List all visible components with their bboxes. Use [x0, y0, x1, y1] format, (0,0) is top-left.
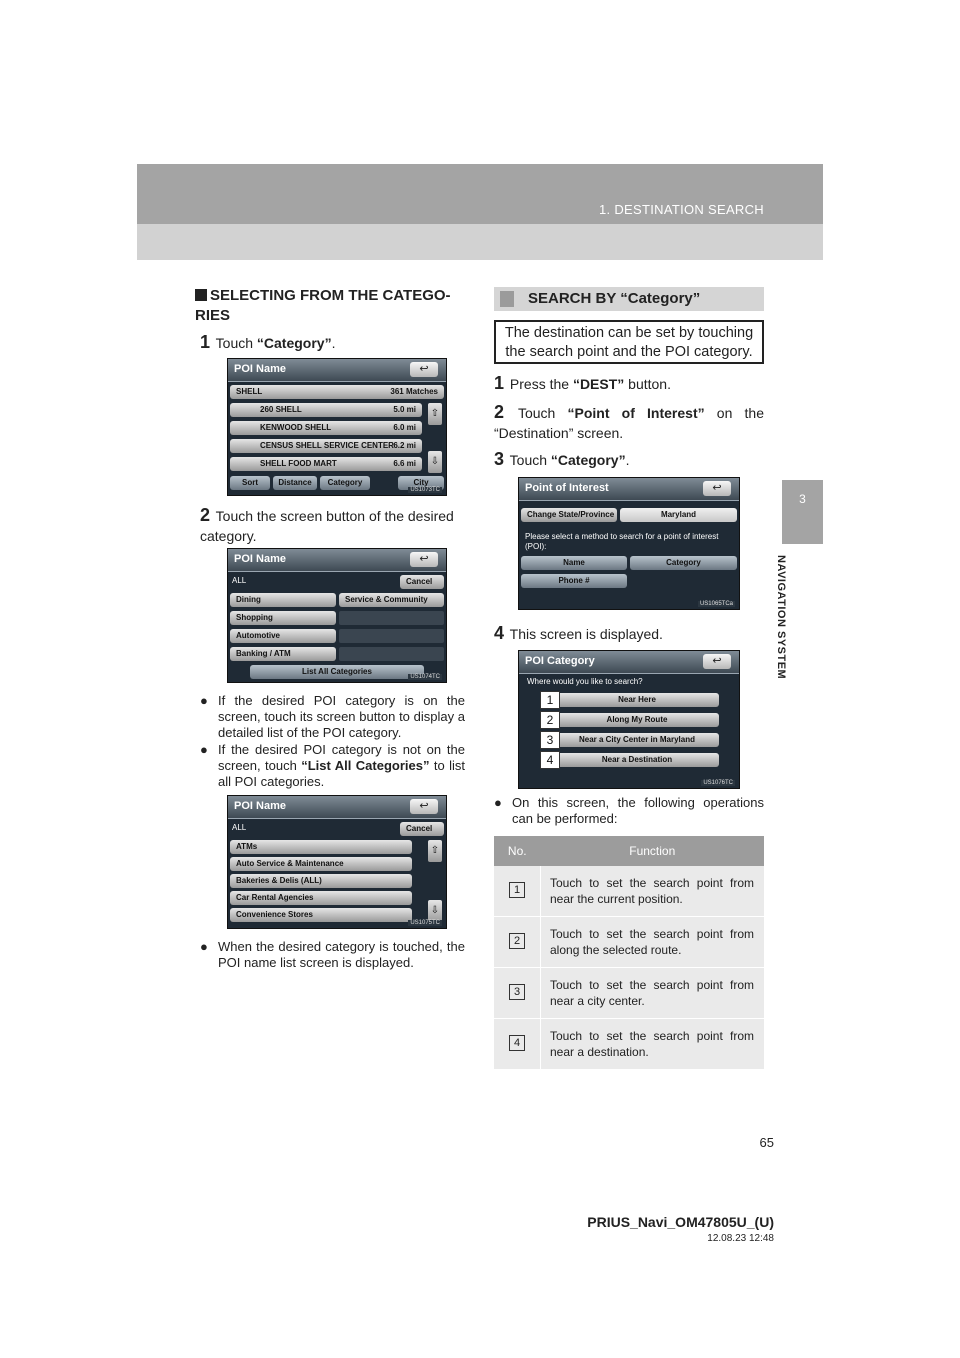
- bullet-r1: ● On this screen, the following operations can be performed:: [494, 795, 764, 826]
- square-bullet-icon: [195, 289, 207, 301]
- step-1: 1 Touch “Category”.: [200, 332, 336, 352]
- bullet-2: ● If the desired POI category is not on the screen, touch “List All Categories” to list all POI categories.: [200, 742, 465, 789]
- poi-category-screen: POI Name ↩ ALL Cancel Dining Shopping Automotive Banking / ATM Service & Community List All Categories US1074TC: [227, 548, 447, 683]
- poi-all-categories-screen: POI Name ↩ ALL Cancel ATMs Auto Service & Maintenance Bakeries & Delis (ALL) Car Rental Agencies Convenience Stores ⇧ ⇩ US1075TC: [227, 795, 447, 929]
- step-r3: 3 Touch “Category”.: [494, 449, 630, 469]
- table-row: 2 Touch to set the search point from along the selected route.: [494, 917, 764, 968]
- table-row: 3 Touch to set the search point from near a city center.: [494, 968, 764, 1019]
- back-icon: ↩: [703, 481, 731, 496]
- poi-category-search-screen: POI Category ↩ Where would you like to search? Near Here Along My Route Near a City Center in Maryland Near a Destination 1 2 3 4 US1076TC: [518, 650, 740, 789]
- back-icon: ↩: [703, 654, 731, 669]
- intro-box: The destination can be set by touching the search point and the POI category.: [494, 320, 764, 364]
- poi-name-screen: POI Name ↩ SHELL 361 Matches 260 SHELL 5.0 mi KENWOOD SHELL 6.0 mi CENSUS SHELL SERVICE CENTER 6.2 mi SHELL FOOD MART 6.6 mi ⇧ ⇩ Sort Distance Category City US1073TC: [227, 358, 447, 496]
- scroll-down-icon: ⇩: [428, 451, 442, 473]
- step-2: 2 Touch the screen button of the desired category.: [200, 505, 454, 544]
- step-r4: 4 This screen is displayed.: [494, 623, 663, 643]
- header-subband: [137, 224, 823, 260]
- page-number: 65: [759, 1135, 774, 1150]
- step-r1: 1 Press the “DEST” button.: [494, 373, 671, 393]
- step-r2: 2 Touch “Point of Interest” on the “Destination” screen.: [494, 402, 765, 441]
- scroll-up-icon: ⇧: [428, 840, 442, 862]
- back-icon: ↩: [410, 799, 438, 814]
- chapter-tab: 3: [782, 480, 823, 544]
- back-icon: ↩: [410, 362, 438, 377]
- search-by-category-header: SEARCH BY “Category”: [494, 287, 764, 311]
- scroll-down-icon: ⇩: [428, 900, 442, 922]
- function-table: No. Function 1 Touch to set the search point from near the current position. 2 Touch to set the search point from along the selected route. 3 Touch to set the search point from near a city center. 4 Touch to set the search point from near a destination.: [494, 836, 764, 1070]
- table-row: 4 Touch to set the search point from near a destination.: [494, 1019, 764, 1070]
- bullet-1: ● If the desired POI category is on the screen, touch its screen button to display a detailed list of the POI category.: [200, 693, 465, 740]
- doc-id: PRIUS_Navi_OM47805U_(U): [587, 1214, 774, 1230]
- scroll-up-icon: ⇧: [428, 403, 442, 425]
- section-title: SELECTING FROM THE CATEGO-RIES: [195, 287, 451, 324]
- section-header: 1. DESTINATION SEARCH: [599, 202, 764, 217]
- doc-stamp: 12.08.23 12:48: [707, 1233, 774, 1244]
- chapter-label: NAVIGATION SYSTEM: [775, 555, 787, 680]
- table-row: 1 Touch to set the search point from near the current position.: [494, 866, 764, 917]
- point-of-interest-screen: Point of Interest ↩ Change State/Province Maryland Please select a method to search for a point of interest (POI): Name Category Phone # US1065TCa: [518, 477, 740, 610]
- bullet-3: ● When the desired category is touched, the POI name list screen is displayed.: [200, 939, 465, 970]
- back-icon: ↩: [410, 552, 438, 567]
